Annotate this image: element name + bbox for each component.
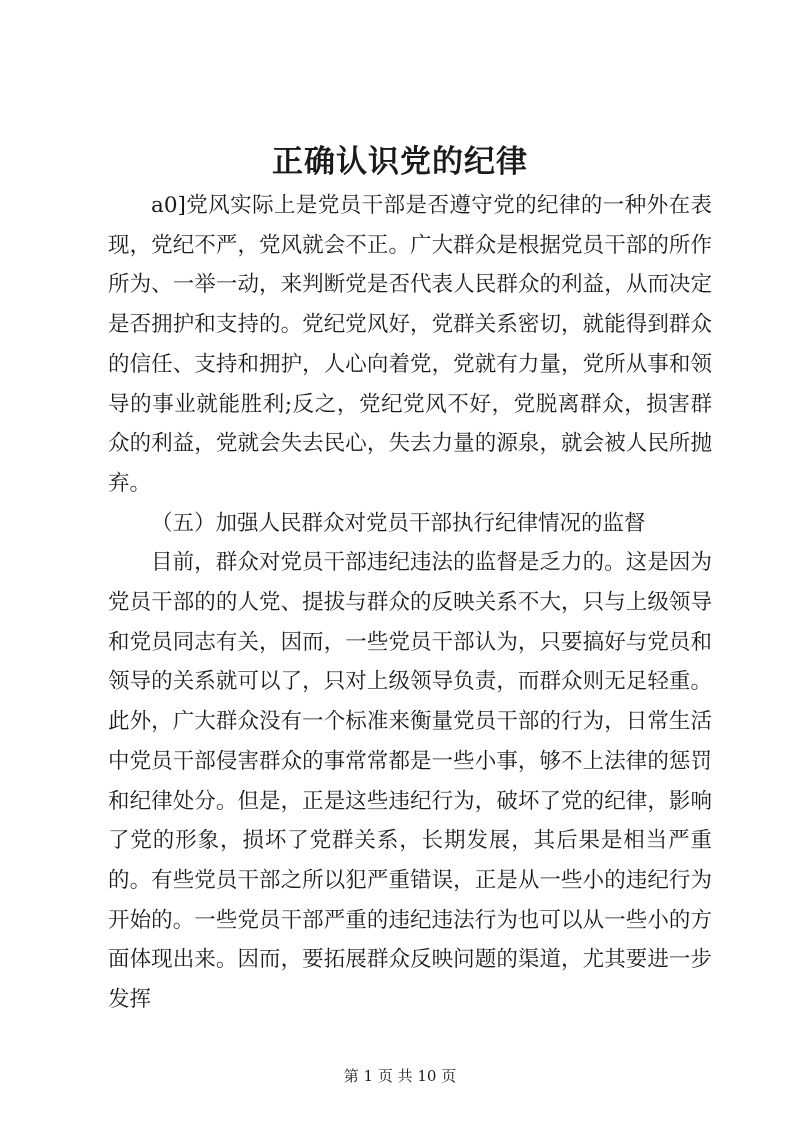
page-number-footer: 第 1 页 共 10 页 — [343, 1067, 457, 1085]
section-heading-supervision: （五）加强人民群众对党员干部执行纪律情况的监督 — [151, 510, 646, 536]
document-title: 正确认识党的纪律 — [272, 144, 528, 180]
document-body — [108, 186, 712, 1020]
paragraph-party-style: a0]党风实际上是党员干部是否遵守党的纪律的一种外在表现，党纪不严，党风就会不正。广大群众是根据党员干部的所作所为、一举一动，来判断党是否代表人民群众的利益，从而决定是否拥护和支持的。党纪党风好，党群关系密切，就能得到群众的信任、支持和拥护，人心向着党，党就有力量，党所从事和领导的事业就能胜利;反之，党纪党风不好，党脱离群众，损害群众的利益，党就会失去民心，失去力量的源泉，就会被人民所抛弃。 — [108, 193, 712, 496]
paragraph-mass-supervision: 目前，群众对党员干部违纪违法的监督是乏力的。这是因为党员干部的的人党、提拔与群众的反映关系不大，只与上级领导和党员同志有关，因而，一些党员干部认为，只要搞好与党员和领导的关系就可以了，只对上级领导负责，而群众则无足轻重。此外，广大群众没有一个标准来衡量党员干部的行为，日常生活中党员干部侵害群众的事常常都是一些小事，够不上法律的惩罚和纪律处分。但是，正是这些违纪行为，破坏了党的纪律，影响了党的形象，损坏了党群关系，长期发展，其后果是相当严重的。有些党员干部之所以犯严重错误，正是从一些小的违纪行为开始的。一些党员干部严重的违纪违法行为也可以从一些小的方面体现出来。因而，要拓展群众反映问题的渠道，尤其要进一步发挥 — [108, 550, 712, 1013]
